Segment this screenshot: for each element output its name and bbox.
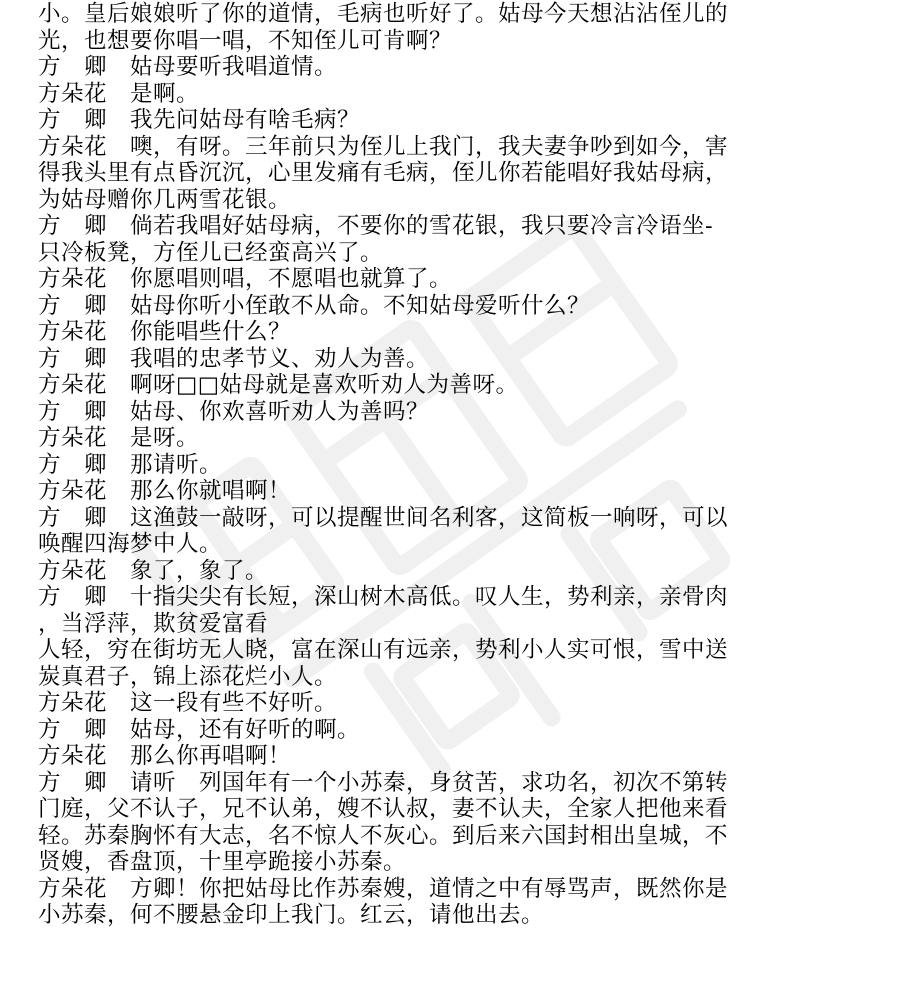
- text-line: 光，也想要你唱一唱，不知侄儿可肯啊？: [38, 27, 453, 54]
- text-line: 方 卿 姑母、你欢喜听劝人为善吗？: [38, 398, 430, 425]
- text-line: 方朵花 是呀。: [38, 425, 200, 451]
- text-line: 方朵花 啊呀□□姑母就是喜欢听劝人为善呀。: [38, 372, 519, 398]
- text-line: 小。皇后娘娘听了你的道情，毛病也听好了。姑母今天想沾沾侄儿的: [38, 1, 729, 27]
- text-line: 方 卿 倘若我唱好姑母病，不要你的雪花银，我只要冷言冷语坐-: [38, 213, 714, 239]
- text-line: 方 卿 那请听。: [38, 451, 223, 478]
- text-line: 只冷板凳，方侄儿已经蛮高兴了。: [38, 239, 384, 266]
- text-line: 方 卿 请听 列国年有一个小苏秦，身贫苦，求功名，初次不第转: [38, 769, 729, 796]
- text-line: 炭真君子，锦上添花烂小人。: [38, 663, 338, 690]
- text-line: 方朵花 你能唱些什么？: [38, 319, 292, 345]
- text-line: 方朵花 方卿！你把姑母比作苏秦嫂，道情之中有辱骂声，既然你是: [38, 875, 729, 902]
- text-line: 方朵花 这一段有些不好听。: [38, 690, 338, 716]
- text-line: 方朵花 象了，象了。: [38, 557, 269, 584]
- text-line: 得我头里有点昏沉沉，心里发痛有毛病，侄儿你若能唱好我姑母病，: [38, 160, 729, 186]
- text-line: 为姑母赠你几两雪花银。: [38, 186, 292, 213]
- text-line: ，当浮萍，欺贫爱富看: [38, 610, 269, 637]
- text-line: 方 卿 姑母要听我唱道情。: [38, 54, 338, 80]
- text-line: 方 卿 姑母，还有好听的啊。: [38, 716, 361, 743]
- text-line: 方 卿 我先问姑母有啥毛病？: [38, 107, 361, 133]
- text-line: 方朵花 是啊。: [38, 80, 200, 107]
- text-line: 方朵花 噢，有呀。三年前只为侄儿上我门，我夫妻争吵到如今，害: [38, 133, 729, 160]
- text-line: 贤嫂，香盘顶，十里亭跪接小苏秦。: [38, 849, 407, 875]
- text-line: 方 卿 十指尖尖有长短，深山树木高低。叹人生，势利亲，亲骨肉: [38, 584, 729, 610]
- text-line: 门庭，父不认子，兄不认弟，嫂不认叔，妻不认夫，全家人把他来看: [38, 796, 729, 822]
- text-line: 方 卿 我唱的忠孝节义、劝人为善。: [38, 345, 430, 372]
- text-line: 方朵花 你愿唱则唱，不愿唱也就算了。: [38, 266, 453, 292]
- text-line: 方 卿 姑母你听小侄敢不从命。不知姑母爱听什么？: [38, 292, 591, 319]
- text-line: 小苏秦，何不腰悬金印上我门。红云，请他出去。: [38, 902, 545, 928]
- text-line: 人轻，穷在街坊无人晓，富在深山有远亲，势利小人实可恨，雪中送: [38, 637, 729, 663]
- text-line: 唤醒四海梦中人。: [38, 531, 223, 557]
- text-line: 方朵花 那么你再唱啊！: [38, 743, 292, 769]
- text-line: 方 卿 这渔鼓一敲呀，可以提醒世间名利客，这简板一响呀，可以: [38, 504, 729, 531]
- text-line: 轻。苏秦胸怀有大志，名不惊人不灰心。到后来六国封相出皇城，不: [38, 822, 729, 849]
- text-line: 方朵花 那么你就唱啊！: [38, 478, 292, 504]
